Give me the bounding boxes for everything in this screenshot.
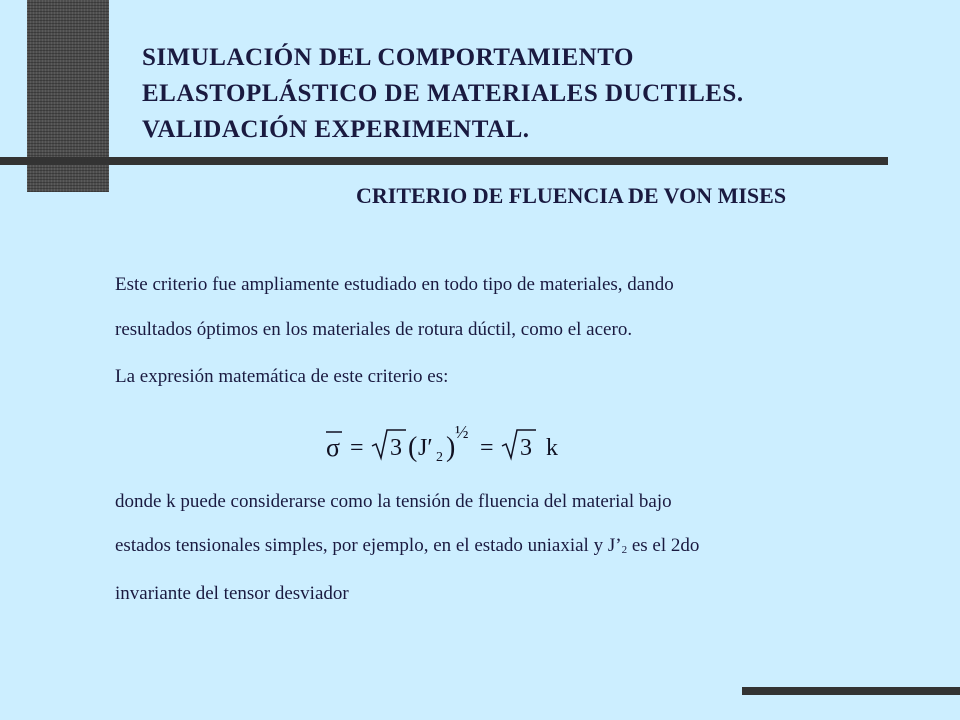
paragraph-explanation-line-2b: es el 2do [627,535,700,556]
formula-paren-open: ( [408,432,418,463]
formula-paren-close: ) [446,432,456,463]
title-divider [0,157,888,165]
paragraph-explanation [115,480,905,616]
formula-radicand-2: 3 [520,435,532,461]
paragraph-intro-line-2: resultados óptimos en los materiales de rotura dúctil, como el acero. [115,319,633,340]
paragraph-intro-line-1: Este criterio fue ampliamente estudiado en todo tipo de materiales, dando [115,274,674,295]
formula-sigma: σ [326,433,341,462]
formula-equals-2: = [480,435,494,461]
footer-divider [742,687,960,695]
paragraph-explanation-line-1: donde k puede considerarse como la tensión de fluencia del material bajo [115,491,672,512]
formula-equals-1: = [350,435,364,461]
j-subscript: 2 [621,544,628,556]
section-heading: CRITERIO DE FLUENCIA DE VON MISES [356,183,787,208]
formula-k: k [546,435,558,461]
slide-title [142,40,902,148]
title-line-1: SIMULACIÓN DEL COMPORTAMIENTO [142,44,634,71]
formula-radicand-1: 3 [390,435,402,461]
formula-exponent: ½ [455,422,469,442]
paragraph-explanation-line-3: invariante del tensor desviador [115,583,349,604]
paragraph-explanation-line-2a: estados tensionales simples, por ejemplo, en el estado uniaxial y J’ [115,535,622,556]
von-mises-formula [320,418,580,468]
formula-j: J′ [418,435,433,461]
paragraph-explanation-line-2 [115,524,905,572]
paragraph-intro [115,262,905,352]
paragraph-formula-intro: La expresión matemática de este criterio es: [115,366,449,387]
title-line-2: ELASTOPLÁSTICO DE MATERIALES DUCTILES. [142,80,744,107]
formula-j-subscript: 2 [436,450,443,465]
title-line-3: VALIDACIÓN EXPERIMENTAL. [142,116,530,143]
